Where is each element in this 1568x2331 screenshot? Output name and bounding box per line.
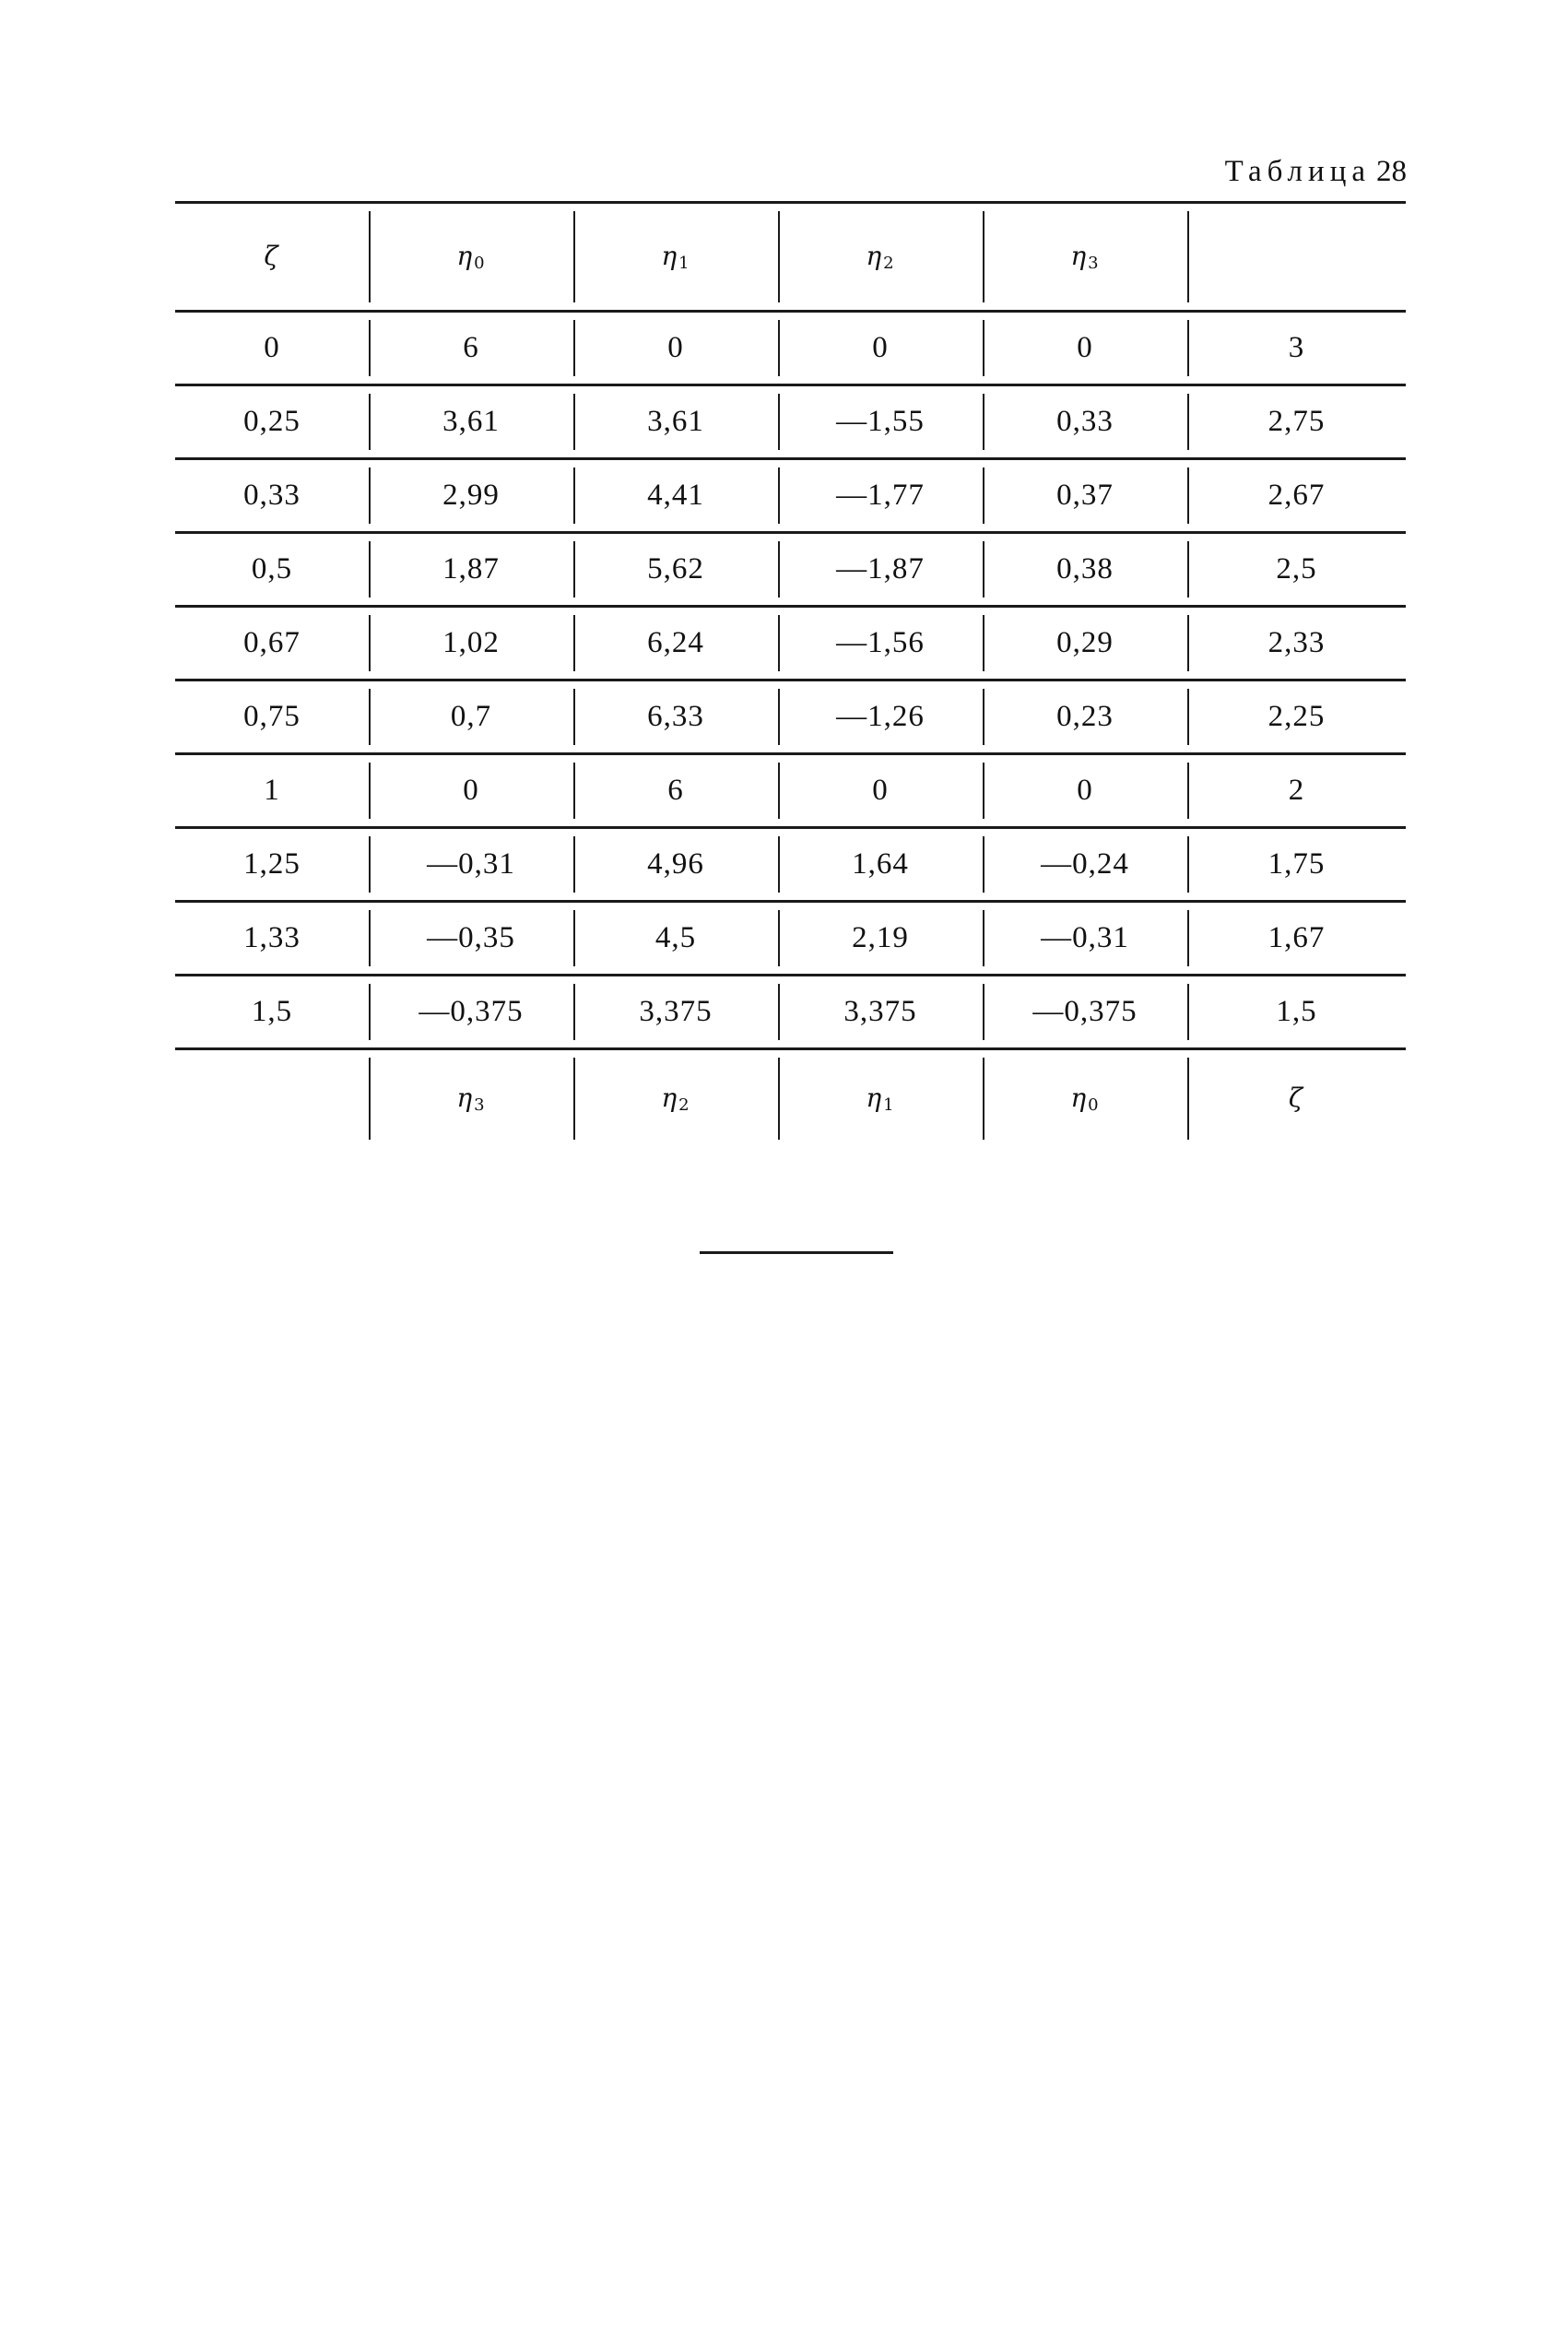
table-cell: 2 (1187, 755, 1406, 826)
table-cell: —1,26 (778, 681, 983, 752)
table-cell: 1,33 (243, 921, 301, 954)
table-cell: 4,41 (573, 460, 778, 531)
header-symbol-base: η (866, 241, 883, 271)
footer-symbol-1 (456, 1083, 485, 1115)
table-cell: 1,75 (1187, 829, 1406, 900)
table-cell: 0,33 (983, 386, 1187, 457)
header-cell-5 (1187, 204, 1406, 310)
table-row (175, 384, 1406, 457)
table-cell: 3,375 (573, 976, 778, 1047)
table-cell: —0,31 (983, 903, 1187, 974)
table-row (175, 531, 1406, 605)
header-symbol-subscript: 3 (1088, 254, 1100, 273)
table-row (175, 605, 1406, 679)
table-cell: 0,23 (983, 681, 1187, 752)
table-cell: 0 (778, 755, 983, 826)
footer-symbol-5 (1289, 1083, 1304, 1115)
footer-cell-4 (983, 1050, 1187, 1147)
footer-symbol-base: η (661, 1083, 678, 1113)
footer-symbol-3 (866, 1083, 894, 1115)
table-cell: —0,35 (369, 903, 573, 974)
table-footer-row (175, 1047, 1406, 1147)
footer-cell-2 (573, 1050, 778, 1147)
header-symbol-base: η (661, 241, 678, 271)
table-cell: 6 (573, 755, 778, 826)
table-cell: —0,375 (983, 976, 1187, 1047)
header-symbol-3 (866, 241, 894, 273)
table-cell: 0 (369, 755, 573, 826)
table-cell: 2,75 (1187, 386, 1406, 457)
table-cell: 0 (264, 331, 280, 364)
table-cell: —0,375 (369, 976, 573, 1047)
table-cell: —1,55 (778, 386, 983, 457)
table-cell: 6 (369, 313, 573, 384)
data-table (175, 201, 1406, 1147)
table-cell: 3 (1187, 313, 1406, 384)
table-cell: 1 (264, 774, 280, 807)
table-row (175, 457, 1406, 531)
table-cell: 6,33 (573, 681, 778, 752)
table-cell: 2,25 (1187, 681, 1406, 752)
table-row (175, 310, 1406, 384)
footer-cell-0 (175, 1050, 369, 1147)
header-symbol-subscript: 2 (883, 254, 895, 273)
end-rule (700, 1251, 893, 1254)
table-body (175, 310, 1406, 1047)
table-cell: 2,19 (778, 903, 983, 974)
table-cell: 0,7 (369, 681, 573, 752)
table-cell: 0,75 (243, 700, 301, 733)
footer-symbol-base: η (1070, 1083, 1088, 1113)
footer-cell-1 (369, 1050, 573, 1147)
table-cell: 6,24 (573, 608, 778, 679)
table-cell: —1,56 (778, 608, 983, 679)
footer-symbol-0 (272, 1083, 273, 1115)
table-cell: 1,64 (778, 829, 983, 900)
table-row (175, 679, 1406, 752)
table-cell: 0 (573, 313, 778, 384)
footer-symbol-4 (1070, 1083, 1099, 1115)
header-symbol-0 (264, 241, 279, 273)
table-row (175, 752, 1406, 826)
table-caption-word: Таблица (1224, 155, 1371, 188)
table-cell: 4,96 (573, 829, 778, 900)
table-cell: 1,87 (369, 534, 573, 605)
table-cell: 1,25 (243, 847, 301, 881)
header-cell-3 (778, 204, 983, 310)
header-symbol-base: ζ (264, 241, 279, 271)
header-cell-4 (983, 204, 1187, 310)
table-cell: 1,67 (1187, 903, 1406, 974)
header-symbol-2 (661, 241, 690, 273)
table-cell: 3,61 (573, 386, 778, 457)
table-cell: 5,62 (573, 534, 778, 605)
table-cell: 3,375 (778, 976, 983, 1047)
table-cell: 0 (983, 313, 1187, 384)
footer-symbol-base: ζ (1288, 1083, 1304, 1113)
table-cell: 2,99 (369, 460, 573, 531)
table-cell: 4,5 (573, 903, 778, 974)
table-cell: 0,25 (243, 405, 301, 438)
header-symbol-1 (456, 241, 485, 273)
table-cell: —1,77 (778, 460, 983, 531)
table-cell: 2,33 (1187, 608, 1406, 679)
footer-symbol-subscript: 2 (678, 1095, 690, 1115)
footer-cell-3 (778, 1050, 983, 1147)
footer-cell-5 (1187, 1050, 1406, 1147)
table-cell: 0,5 (251, 552, 293, 586)
table-cell: 1,02 (369, 608, 573, 679)
table-cell: 2,5 (1187, 534, 1406, 605)
table-row (175, 974, 1406, 1047)
header-symbol-subscript: 1 (678, 254, 690, 273)
header-cell-1 (369, 204, 573, 310)
table-cell: 0,33 (243, 479, 301, 512)
table-row (175, 900, 1406, 974)
header-cell-0 (175, 204, 369, 310)
table-row (175, 826, 1406, 900)
table-cell: 0,38 (983, 534, 1187, 605)
footer-symbol-2 (661, 1083, 690, 1115)
table-cell: 3,61 (369, 386, 573, 457)
footer-symbol-subscript: 3 (474, 1095, 486, 1115)
footer-symbol-subscript: 0 (1088, 1095, 1100, 1115)
table-cell: —0,31 (369, 829, 573, 900)
table-cell: 0 (778, 313, 983, 384)
table-cell: 1,5 (1187, 976, 1406, 1047)
table-header-row (175, 201, 1406, 310)
table-caption-number: 28 (1376, 155, 1407, 188)
table-cell: 0,67 (243, 626, 301, 659)
table-cell: —0,24 (983, 829, 1187, 900)
table-cell: 0,37 (983, 460, 1187, 531)
footer-symbol-subscript: 1 (883, 1095, 895, 1115)
header-cell-2 (573, 204, 778, 310)
header-symbol-base: η (456, 241, 474, 271)
table-cell: 0,29 (983, 608, 1187, 679)
table-caption (1225, 155, 1407, 189)
table-cell: 0 (983, 755, 1187, 826)
header-symbol-subscript: 0 (474, 254, 486, 273)
table-cell: 1,5 (251, 995, 293, 1028)
header-symbol-base: η (1070, 241, 1088, 271)
footer-symbol-base: η (456, 1083, 474, 1113)
header-symbol-4 (1070, 241, 1099, 273)
table-cell: 2,67 (1187, 460, 1406, 531)
table-cell: —1,87 (778, 534, 983, 605)
header-symbol-5 (1296, 241, 1297, 273)
footer-symbol-base: η (866, 1083, 883, 1113)
